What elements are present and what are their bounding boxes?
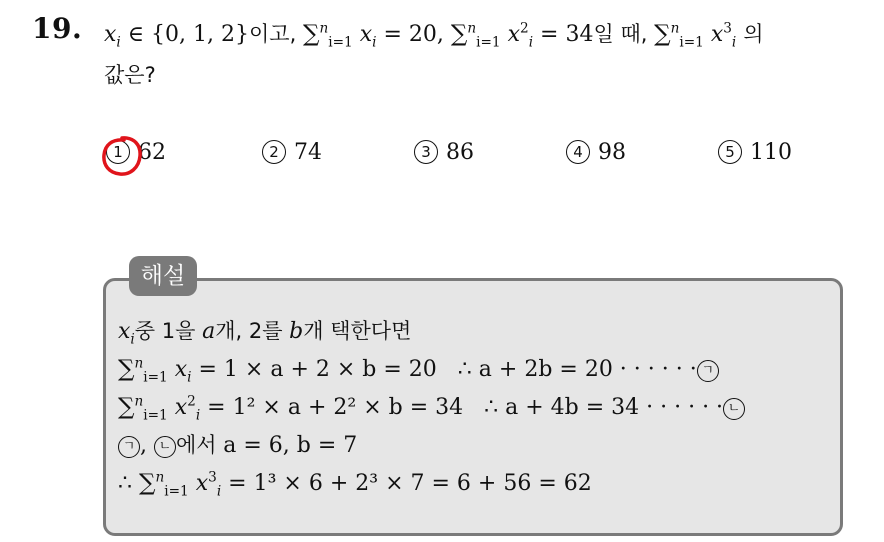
exp-3: 3 xyxy=(723,20,732,37)
solution-text: 중 1을 xyxy=(134,319,203,343)
solution-line-2 xyxy=(118,350,818,388)
var-x: x xyxy=(174,395,188,420)
choice-mark: 3 xyxy=(414,140,438,164)
circled-mark-giyeok: ㄱ xyxy=(118,436,140,458)
solution-line-5 xyxy=(118,464,818,502)
choice-value: 98 xyxy=(598,140,626,165)
solution-content xyxy=(118,312,818,502)
choice-mark: 2 xyxy=(262,140,286,164)
connector-text: 이고, xyxy=(249,22,303,46)
solution-text: 개, 2를 xyxy=(215,319,290,343)
sub-i: i xyxy=(372,34,377,51)
sub-i: i xyxy=(116,34,121,51)
circled-mark-nieun: ㄴ xyxy=(154,436,176,458)
exp-2: 2 xyxy=(520,20,529,37)
sum-upper: n xyxy=(670,20,680,37)
sum-symbol: ∑ xyxy=(654,21,671,47)
choice-value: 62 xyxy=(138,140,166,165)
sub-i: i xyxy=(187,369,192,386)
solution-text: 에서 xyxy=(176,433,224,457)
var-x: x xyxy=(710,22,724,47)
sum-symbol: ∑ xyxy=(118,394,135,420)
final-equation: = 1³ × 6 + 2³ × 7 = 6 + 56 = 62 xyxy=(221,471,592,496)
sum-lower: i=1 xyxy=(143,407,168,424)
sub-i: i xyxy=(195,407,201,424)
question-stem-line-2: 값은? xyxy=(104,63,156,87)
answer-choices xyxy=(0,140,884,180)
equation: = 1 × a + 2 × b = 20 xyxy=(191,357,437,382)
question-stem-line-1 xyxy=(104,14,864,55)
sum-symbol: ∑ xyxy=(118,356,135,382)
solution-line-3 xyxy=(118,388,818,426)
result-values: a = 6, b = 7 xyxy=(223,433,358,458)
set-expression: ∈ {0, 1, 2} xyxy=(120,22,250,47)
sum-upper: n xyxy=(134,393,144,410)
therefore-symbol: ∴ xyxy=(118,471,139,496)
var-x: x xyxy=(507,22,521,47)
circled-mark-giyeok: ㄱ xyxy=(697,360,719,382)
var-x: x xyxy=(118,319,131,344)
solution-line-4 xyxy=(118,426,818,464)
sum-lower: i=1 xyxy=(328,34,353,51)
choice-3[interactable] xyxy=(414,140,474,165)
circled-mark-nieun: ㄴ xyxy=(723,398,745,420)
solution-line-1 xyxy=(118,312,818,350)
choice-4[interactable] xyxy=(566,140,626,165)
connector-text: 일 때, xyxy=(593,22,655,46)
solution-text: 개 택한다면 xyxy=(303,319,412,343)
var-x: x xyxy=(104,22,117,47)
choice-mark: 4 xyxy=(566,140,590,164)
var-a: a xyxy=(202,319,216,344)
sum-lower: i=1 xyxy=(679,34,704,51)
choice-mark: 1 xyxy=(106,140,130,164)
sum-symbol: ∑ xyxy=(139,470,156,496)
sub-i: i xyxy=(130,331,135,348)
choice-value: 110 xyxy=(750,140,792,165)
sum-lower: i=1 xyxy=(143,369,168,386)
question-number: 19. xyxy=(32,12,83,45)
sum1-value: = 20, xyxy=(376,22,451,47)
solution-tag: 해설 xyxy=(129,256,197,296)
choice-mark: 5 xyxy=(718,140,742,164)
therefore-expression: ∴ a + 4b = 34 · · · · · · xyxy=(484,395,724,420)
exp-2: 2 xyxy=(187,393,196,410)
sum2-value: = 34 xyxy=(533,22,594,47)
sub-i: i xyxy=(216,483,222,500)
sum-upper: n xyxy=(155,469,165,486)
sum-upper: n xyxy=(467,20,477,37)
sum-symbol: ∑ xyxy=(450,21,468,47)
choice-value: 86 xyxy=(446,140,474,165)
therefore-expression: ∴ a + 2b = 20 · · · · · · xyxy=(457,357,697,382)
choice-2[interactable] xyxy=(262,140,322,165)
question-stem xyxy=(104,14,864,95)
var-b: b xyxy=(289,319,304,344)
sum-lower: i=1 xyxy=(164,483,189,500)
choice-5[interactable] xyxy=(718,140,792,165)
sum-lower: i=1 xyxy=(476,34,501,51)
connector-text: 의 xyxy=(743,22,764,46)
choice-1[interactable] xyxy=(106,140,166,165)
equation: = 1² × a + 2² × b = 34 xyxy=(200,395,464,420)
sub-i: i xyxy=(731,34,737,51)
sum-symbol: ∑ xyxy=(302,21,320,47)
sum-upper: n xyxy=(319,20,329,37)
exp-3: 3 xyxy=(208,469,217,486)
var-x: x xyxy=(174,357,188,382)
var-x: x xyxy=(359,22,373,47)
choice-value: 74 xyxy=(294,140,322,165)
separator: , xyxy=(140,433,154,458)
sub-i: i xyxy=(528,34,534,51)
sum-upper: n xyxy=(134,355,144,372)
var-x: x xyxy=(195,471,209,496)
